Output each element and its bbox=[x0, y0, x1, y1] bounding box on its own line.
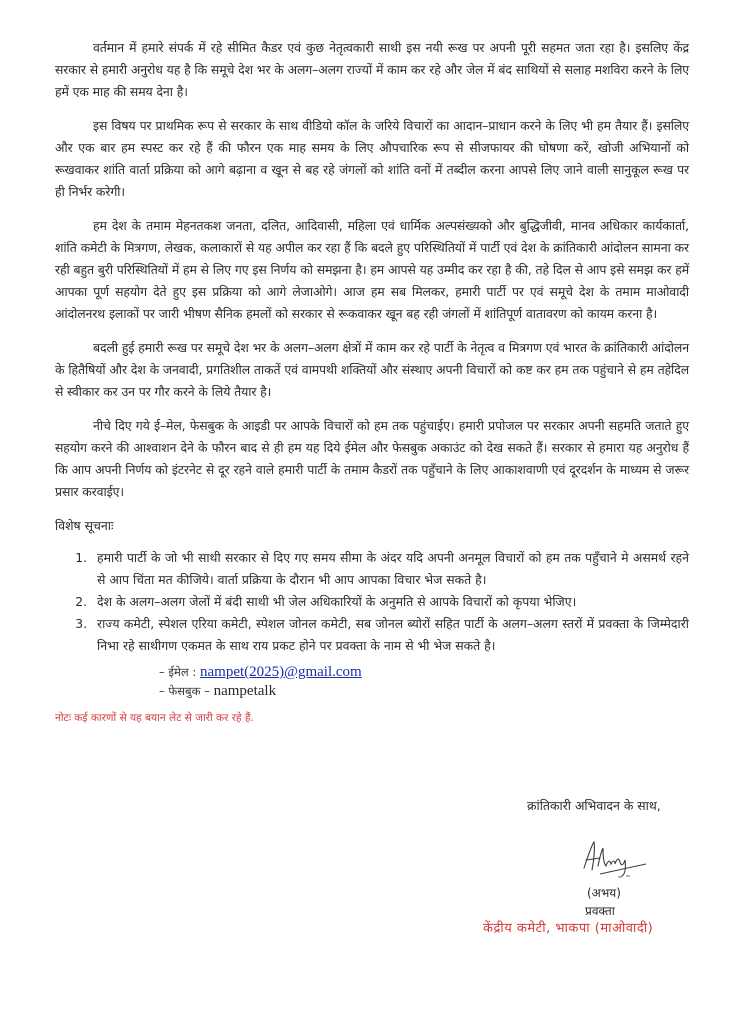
notice-item-3: 3. राज्य कमेटी, स्पेशल एरिया कमेटी, स्पेशल जोनल कमेटी, सब जोनल ब्योरों सहित पार्टी के अलग–अलग स्तरों में प्रवक्ता के जिम्मेदारी निभा रहे साथीगण एकमत के साथ राय प्रकट होने पर प्रवक्ता के नाम से भी भेज सकते है। bbox=[91, 613, 689, 657]
paragraph-1: वर्तमान में हमारे संपर्क में रहे सीमित कैडर एवं कुछ नेतृत्वकारी साथी इस नयी रूख पर अपनी पूरी सहमत जता रहा है। इसलिए केंद्र सरकार से हमारी अनुरोध यह है कि समूचे देश भर के अलग–अलग राज्यों में काम कर रहे और जेल में बंद साथियों से सलाह मशविरा करने के लिए हमें एक माह की समय देना है। bbox=[55, 40, 689, 99]
signatory-name: (अभय) bbox=[587, 886, 621, 900]
paragraph-4: बदली हुई हमारी रूख पर समूचे देश भर के अलग–अलग क्षेत्रों में काम कर रहे पार्टी के नेतृत्व व मित्रगण एवं भारत के क्रांतिकारी आंदोलन के हितैषियों और देश के जनवादी, प्रगतिशील ताकतें एवं वामपथी शक्तियों और संस्थाए अपनी विचारों को कष्ट कर हम तक पहुंचाने से हम तहेदिल से स्वीकार कर उन पर गौर करने के लिये तैयार है। bbox=[55, 340, 689, 399]
late-release-note: नोटः कई कारणों से यह बयान लेट से जारी कर रहे हैं. bbox=[55, 712, 254, 724]
facebook-row bbox=[159, 682, 689, 701]
contact-block bbox=[159, 663, 689, 701]
closing-salutation: क्रांतिकारी अभिवादन के साथ, bbox=[527, 798, 661, 813]
facebook-label: – फेसबुक – bbox=[159, 684, 210, 698]
paragraph-3: हम देश के तमाम मेहनतकश जनता, दलित, आदिवासी, महिला एवं धार्मिक अल्पसंख्यको और बुद्धिजीवी, मानव अधिकार कार्यकार्ता, शांति कमेटी के मित्रगण, लेखक, कलाकारों से यह अपील कर रहा हैं कि बदले हुए परिस्थितियों में पार्टी एवं देश के क्रांतिकारी आंदोलन सामना कर रही बहुत बुरी परिस्थितियों में हम से लिए गए इस निर्णय को समझना है। हम आपसे यह उम्मीद कर रहा है की, तहे दिल से आप इसे समझ कर हमें आपका पूर्ण सहयोग देते हुए इस प्रक्रिया को आगे लेजाओगे। आज हम सब मिलकर, हमारी पार्टी पर एवं समूचे देश के तमाम माओवादी आंदोलनरथ इलाकों पर जारी भीषण सैनिक हमलों को सरकार से रूकवाकर खून बह रही जंगलों में शांतिपूर्ण वातावरण को कायम करना है। bbox=[55, 218, 689, 321]
facebook-id: nampetalk bbox=[213, 683, 277, 699]
email-link[interactable]: nampet(2025)@gmail.com bbox=[200, 664, 362, 680]
notice-item-1: 1. हमारी पार्टी के जो भी साथी सरकार से दिए गए समय सीमा के अंदर यदि अपनी अनमूल विचारों को हम तक पहुँचाने मे असमर्थ रहने से आप चिंता मत कीजिये। वार्ता प्रक्रिया के दौरान भी आप आपका विचार भेज सकते है। bbox=[91, 547, 689, 591]
email-row bbox=[159, 663, 689, 682]
organization-name: केंद्रीय कमेटी, भाकपा (माओवादी) bbox=[483, 921, 654, 936]
email-label: – ईमेल : bbox=[159, 665, 197, 679]
paragraph-5: नीचे दिए गये ई–मेल, फेसबुक के आइडी पर आपके विचारों को हम तक पहुंचाईए। हमारी प्रपोजल पर सरकार अपनी सहमति जताते हुए सहयोग करने की आश्वाशन देने के फौरन बाद से ही हम यह दिये ईमेल और फेसबुक अकाउंट को देख सकते हैं। सरकार से हमारा यह अनुरोध हैं कि आप अपनी निर्णय को इंटरनेट से दूर रहने वाले हमारी पार्टी के तमाम कैडरों तक पहुँचाने के लिए आकाशवाणी एवं दूरदर्शन के माध्यम से जरूर प्रसार करवाईए। bbox=[55, 418, 689, 499]
document-body bbox=[55, 37, 689, 725]
paragraph-2: इस विषय पर प्राथमिक रूप से सरकार के साथ वीडियो कॉल के जरिये विचारों का आदान–प्राधान करने के लिए भी हम तैयार हैं। इसलिए और एक बार हम स्पस्ट कर रहे हैं की फौरन एक माह समय के लिए औपचारिक रूप से सीजफायर की घोषणा करें, खोजी अभियानों को रूखवाकर शांति वार्ता प्रक्रिया को आगे बढ़ाना व खून से बह रहे जंगलों को शांति वनों में तब्दील करना आपसे लिए जाने वाली सानुकूल रूख पर ही निर्भर करेगी। bbox=[55, 118, 689, 199]
signature-image bbox=[578, 838, 658, 880]
signatory-title: प्रवक्ता bbox=[585, 904, 615, 918]
special-notice-list bbox=[55, 547, 689, 657]
special-notice-heading: विशेष सूचनाः bbox=[55, 518, 114, 533]
notice-item-2: 2. देश के अलग–अलग जेलों में बंदी साथी भी जेल अधिकारियों के अनुमति से आपके विचारों को कृपया भेजिए। bbox=[91, 591, 689, 613]
